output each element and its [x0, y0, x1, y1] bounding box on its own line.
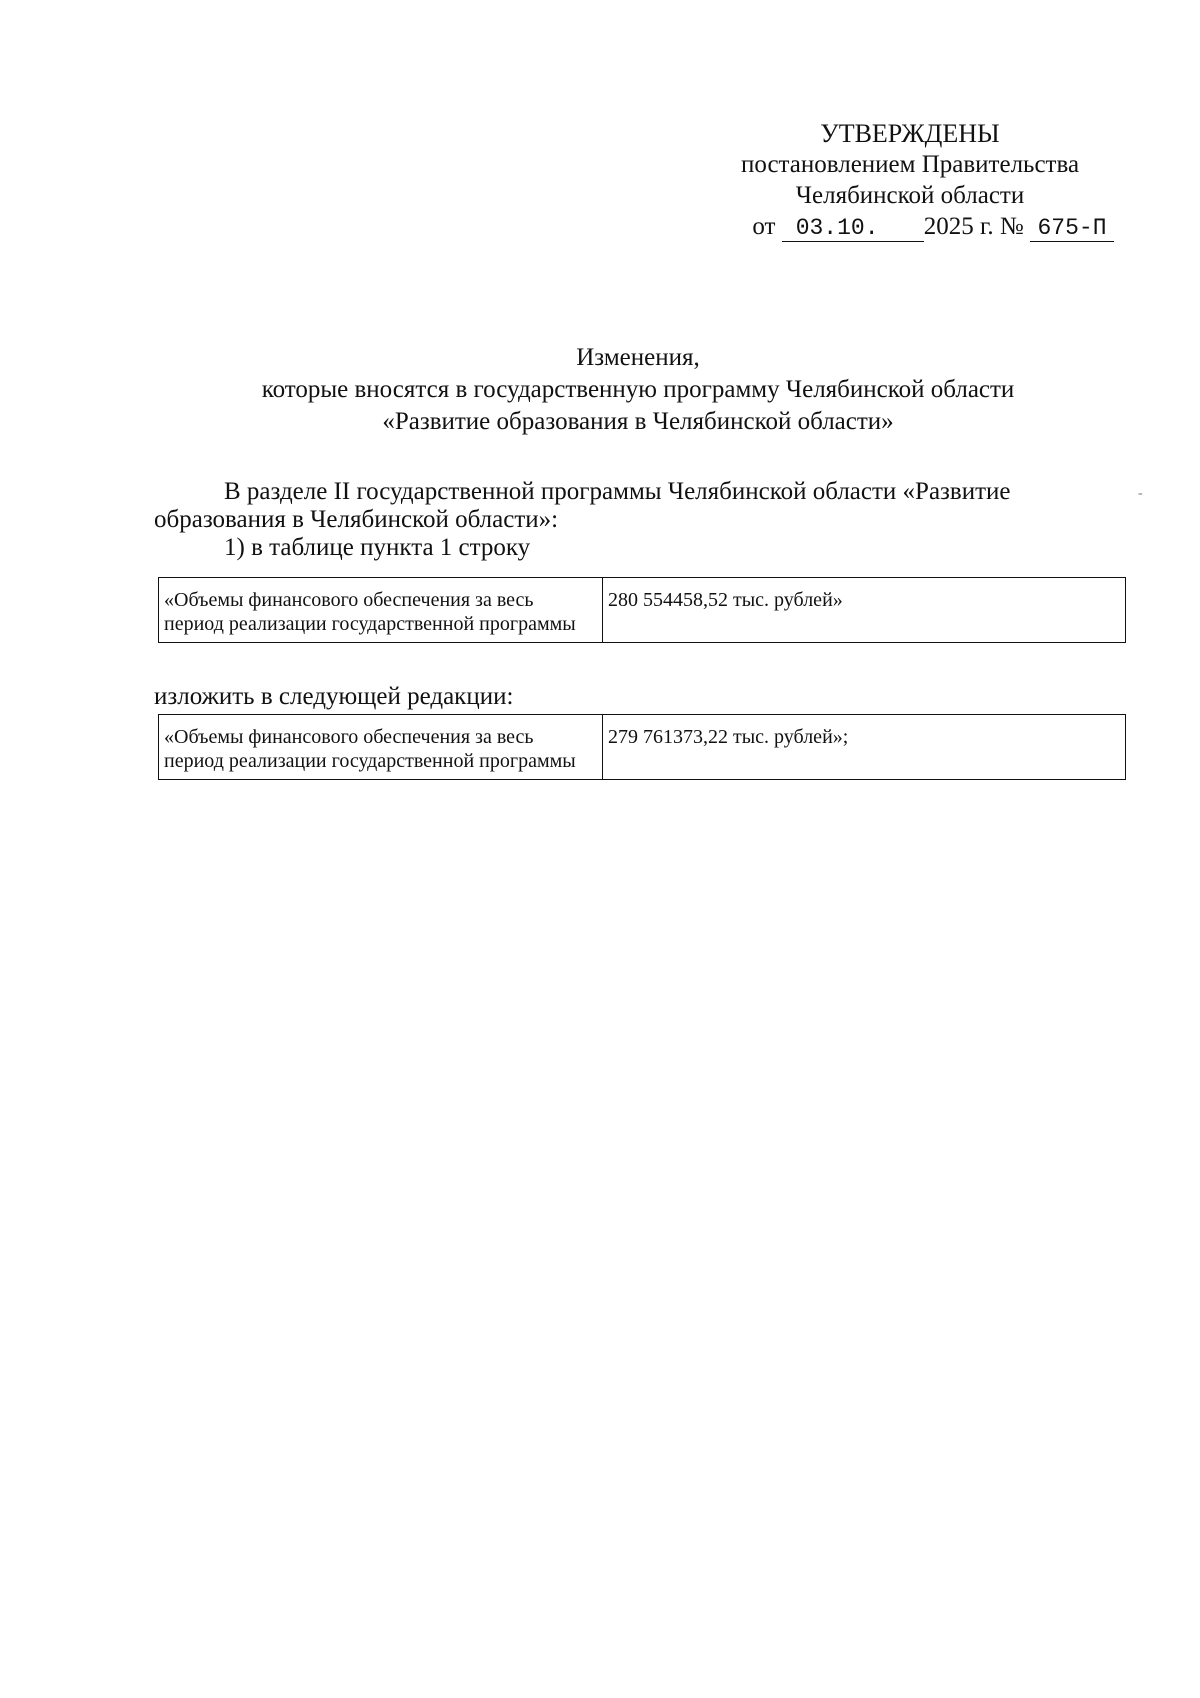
- table-row: [159, 715, 1126, 780]
- approval-heading: УТВЕРЖДЕНЫ: [820, 119, 1000, 148]
- approval-line-1: постановлением Правительства: [740, 151, 1080, 178]
- margin-mark: -: [1138, 486, 1143, 501]
- old-row-table: [158, 577, 1126, 643]
- old-row-value: 280 554458,52 тыс. рублей»: [603, 578, 1126, 643]
- date-prefix: от: [752, 213, 776, 240]
- year-text: 2025 г. №: [923, 213, 1024, 240]
- document-title: [150, 342, 1126, 438]
- title-line-2: которые вносятся в государственную программу Челябинской области: [261, 376, 1015, 403]
- approval-line-2: Челябинской области: [795, 182, 1025, 209]
- item-1: 1) в таблице пункта 1 строку: [224, 534, 531, 561]
- approval-date-line: [700, 211, 1120, 242]
- date-value: 03.10.: [782, 215, 924, 242]
- between-text: изложить в следующей редакции:: [154, 683, 514, 710]
- decree-number: 675-П: [1030, 215, 1114, 242]
- new-row-value: 279 761373,22 тыс. рублей»;: [603, 715, 1126, 780]
- intro-paragraph: В разделе II государственной программы Челябинской области «Развитие образования в Челябинской области»:: [154, 478, 1011, 533]
- new-row-label: «Объемы финансового обеспечения за весь период реализации государственной программы: [159, 715, 603, 780]
- title-line-3: «Развитие образования в Челябинской области»: [382, 408, 894, 435]
- approval-block: [700, 118, 1120, 242]
- table-row: [159, 578, 1126, 643]
- new-row-table: [158, 714, 1126, 780]
- title-line-1: Изменения,: [576, 344, 700, 371]
- body-text: [154, 478, 1134, 562]
- old-row-label: «Объемы финансового обеспечения за весь период реализации государственной программы: [159, 578, 603, 643]
